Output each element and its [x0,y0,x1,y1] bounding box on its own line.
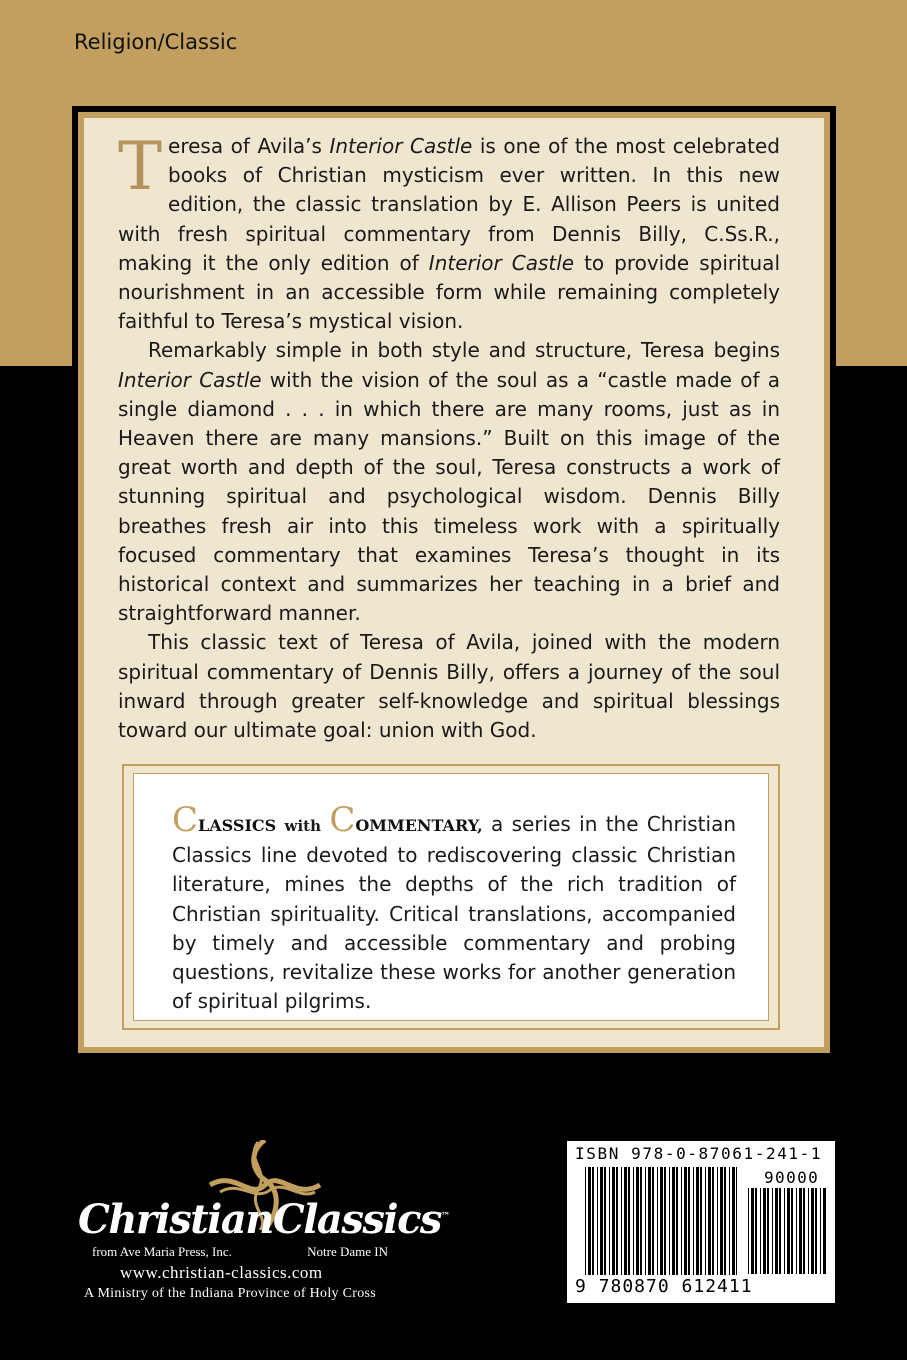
barcode-bar [612,1167,615,1275]
barcode-bar [700,1167,702,1275]
barcode-bar [729,1167,730,1275]
barcode-bar [787,1188,790,1274]
book-title: Interior Castle [118,367,262,392]
barcode-bar [791,1188,793,1274]
barcode-bar [815,1188,817,1274]
barcode-bar [736,1167,737,1275]
barcode-bar [772,1188,773,1274]
ean-barcode [585,1167,737,1277]
barcode-bar [755,1188,757,1274]
series-description: CLASSICS with COMMENTARY, a series in the Christian Classics line devoted to rediscovering classic Christian literature, mines the depths of the rich tradition of Christian spirituality. Critical translations, accompanied by timely and accessible commentary and probing questions, revitalize these works for another generation of spiritual pilgrims. [172,800,737,1014]
description-paragraph-2: Remarkably simple in both style and structure, Teresa begins Interior Castle with the vision of the soul as a “castle made of a single diamond . . . in which there are many rooms, just as in Heaven there are many mansions.” Built on this image of the great worth and depth of the soul, Teresa constructs a work of stunning spiritual and psychological wisdom. Dennis Billy breathes fresh air into this timeless work with a spiritually focused commentary that examines Teresa’s thought in its historical context and summarizes her teaching in a brief and straightforward manner. [118,338,780,626]
book-description [118,128,780,745]
barcode-bar [720,1167,723,1275]
barcode-bar [760,1188,761,1274]
drop-cap: T [118,128,163,205]
barcode-bar [628,1167,630,1275]
barcode-bar [811,1188,814,1274]
publisher-location-line [92,1244,388,1260]
series-cap-c: C [172,800,199,840]
barcode-bar [684,1167,687,1275]
barcode-bar [712,1167,714,1275]
publisher-logo: ChristianClassics™ [78,1196,449,1243]
barcode-bar [672,1167,675,1275]
barcode-bar [645,1167,646,1275]
barcode-bar [588,1167,591,1275]
barcode-bar [732,1167,735,1275]
barcode-bar [708,1167,711,1275]
barcode-bar [660,1167,663,1275]
series-word-commentary: OMMENTARY, [355,816,483,835]
barcode-bar [657,1167,658,1275]
category-label: Religion/Classic [74,30,238,54]
barcode-digits: 9 780870 612411 [575,1276,753,1297]
barcode-bar [624,1167,627,1275]
barcode-bar [597,1167,598,1275]
barcode-bar [664,1167,666,1275]
barcode-bar [823,1188,826,1274]
publisher-url: www.christian-classics.com [120,1263,323,1282]
barcode-bar [609,1167,610,1275]
barcode-bar [748,1188,749,1274]
barcode-bar [799,1188,802,1274]
barcode-bar [621,1167,622,1275]
barcode-bar [696,1167,699,1275]
addon-barcode [748,1188,826,1276]
publisher-location: Notre Dame IN [307,1244,388,1259]
price-code: 90000 [764,1168,820,1187]
book-title: Interior Castle [428,250,575,275]
barcode-bar [803,1188,805,1274]
barcode-bar [775,1188,778,1274]
isbn-number: ISBN 978-0-87061-241-1 [575,1144,823,1163]
barcode-bar [693,1167,694,1275]
publisher-from: from Ave Maria Press, Inc. [92,1244,232,1259]
barcode-bar [763,1188,766,1274]
barcode-bar [585,1167,586,1275]
barcode-bar [688,1167,690,1275]
description-paragraph-3: This classic text of Teresa of Avila, joined with the modern spiritual commentary of Dennis Billy, offers a journey of the soul inward through greater self-knowledge and spiritual blessings toward our ultimate goal: union with God. [118,630,780,743]
barcode-bar [600,1167,603,1275]
barcode-bar [779,1188,781,1274]
barcode-bar [652,1167,654,1275]
barcode-bar [796,1188,797,1274]
barcode-bar [648,1167,651,1275]
barcode-bar [724,1167,726,1275]
barcode-bar [767,1188,769,1274]
series-word-classics: LASSICS [198,816,277,835]
barcode-bar [636,1167,639,1275]
barcode-bar [784,1188,785,1274]
barcode-bar [640,1167,642,1275]
barcode-bar [681,1167,682,1275]
description-paragraph-1: Teresa of Avila’s Interior Castle is one of the most celebrated books of Christian mysticism ever written. In this new edition, the classic translation by E. Allison Peers is united with fresh spiritual commentary from Dennis Billy, C.Ss.R., making it the only edition of Interior Castle to provide spiritual nourishment in an accessible form while remaining completely faithful to Teresa’s mystical vision. [118,128,780,334]
book-title: Interior Castle [329,134,473,158]
series-word-with: with [284,817,321,835]
barcode-bar [616,1167,618,1275]
barcode-bar [604,1167,606,1275]
publisher-ministry: A Ministry of the Indiana Province of Holy Cross [84,1286,377,1301]
barcode-bar [820,1188,821,1274]
barcode-bar [592,1167,594,1275]
barcode-bar [808,1188,809,1274]
barcode-bar [633,1167,634,1275]
barcode-bar [676,1167,678,1275]
barcode-bar [705,1167,706,1275]
series-cap-c: C [329,800,356,840]
barcode-bar [669,1167,670,1275]
barcode-bar [751,1188,754,1274]
barcode-bar [717,1167,718,1275]
